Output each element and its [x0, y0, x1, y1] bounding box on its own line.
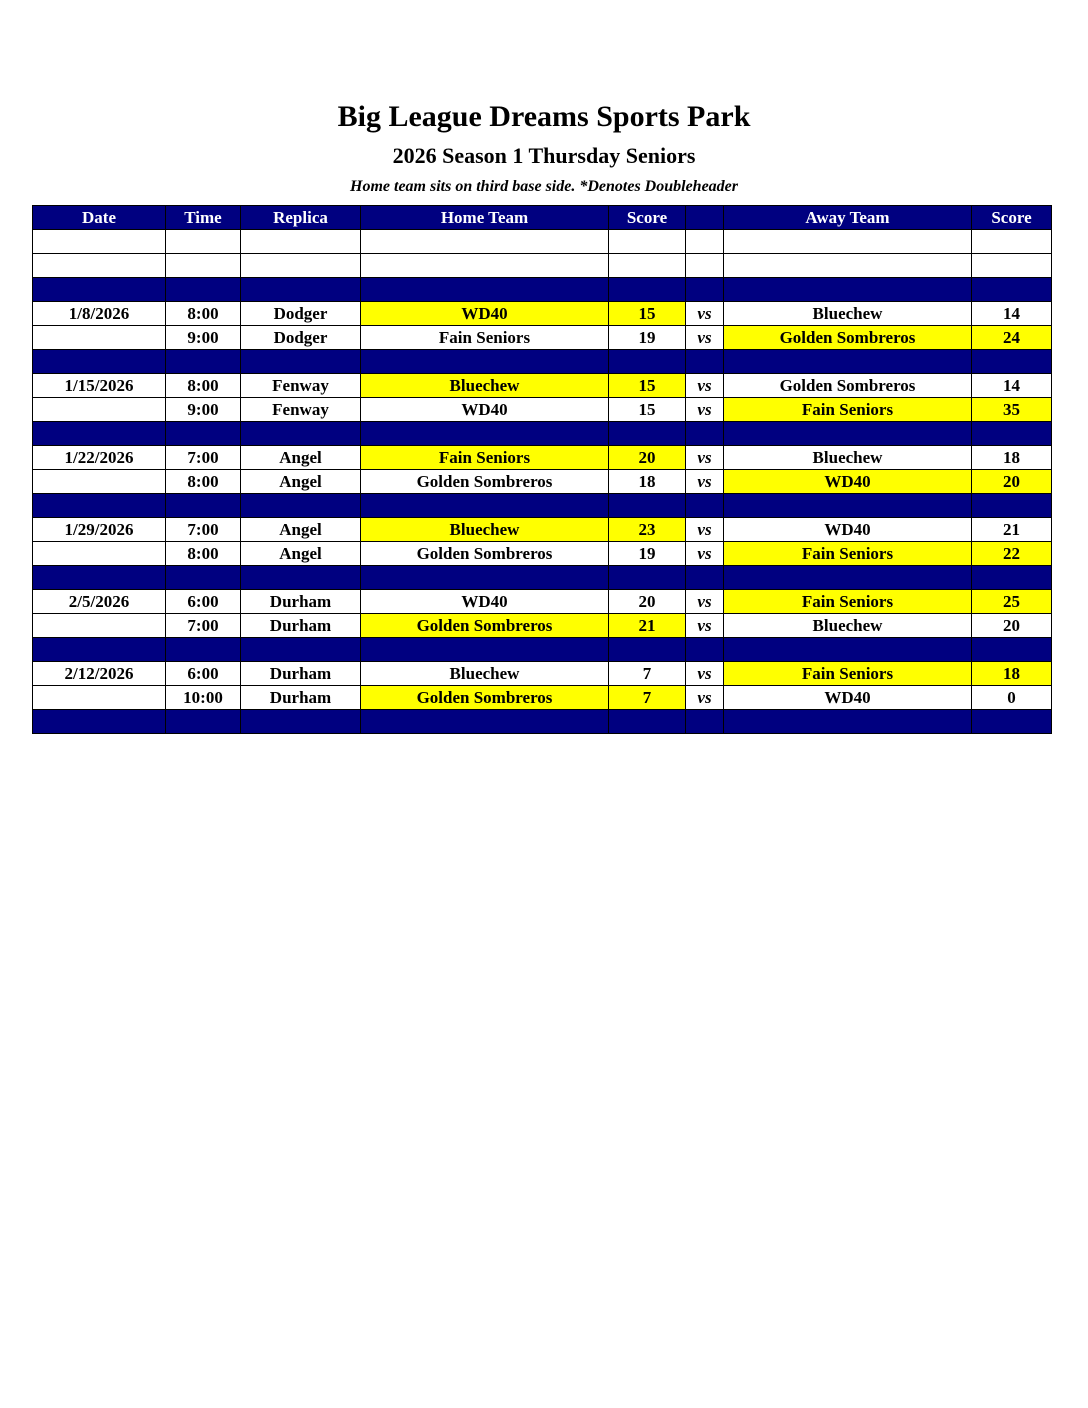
home-team-cell: Bluechew	[361, 518, 609, 542]
replica-cell: Durham	[241, 686, 361, 710]
date-cell	[33, 686, 166, 710]
time-cell: 8:00	[166, 374, 241, 398]
away-score-cell	[972, 230, 1052, 254]
away-team-cell: Golden Sombreros	[724, 374, 972, 398]
game-row	[33, 590, 1052, 614]
away-team-cell: Fain Seniors	[724, 542, 972, 566]
vs-cell	[686, 422, 724, 446]
game-row	[33, 542, 1052, 566]
away-score-cell: 20	[972, 614, 1052, 638]
vs-cell: vs	[686, 398, 724, 422]
away-score-cell: 20	[972, 470, 1052, 494]
vs-cell	[686, 638, 724, 662]
replica-cell: Angel	[241, 542, 361, 566]
vs-cell: vs	[686, 518, 724, 542]
date-cell	[33, 566, 166, 590]
away-team-cell	[724, 278, 972, 302]
separator-row	[33, 566, 1052, 590]
replica-cell	[241, 254, 361, 278]
game-row	[33, 518, 1052, 542]
date-cell	[33, 398, 166, 422]
away-score-cell	[972, 254, 1052, 278]
away-team-cell: Fain Seniors	[724, 590, 972, 614]
away-team-cell	[724, 710, 972, 734]
time-cell	[166, 494, 241, 518]
home-team-cell	[361, 254, 609, 278]
game-row	[33, 374, 1052, 398]
away-team-cell	[724, 494, 972, 518]
home-score-cell	[609, 254, 686, 278]
date-cell: 2/12/2026	[33, 662, 166, 686]
home-score-cell: 19	[609, 542, 686, 566]
date-cell	[33, 638, 166, 662]
game-row	[33, 302, 1052, 326]
replica-cell	[241, 422, 361, 446]
home-score-cell: 15	[609, 302, 686, 326]
date-cell	[33, 614, 166, 638]
time-cell	[166, 350, 241, 374]
away-team-cell: WD40	[724, 470, 972, 494]
date-cell	[33, 254, 166, 278]
col-header-home-team: Home Team	[361, 206, 609, 230]
separator-row	[33, 422, 1052, 446]
vs-cell: vs	[686, 662, 724, 686]
replica-cell: Fenway	[241, 374, 361, 398]
home-score-cell	[609, 278, 686, 302]
away-team-cell: Bluechew	[724, 302, 972, 326]
away-score-cell: 25	[972, 590, 1052, 614]
date-cell	[33, 494, 166, 518]
replica-cell	[241, 566, 361, 590]
home-team-cell: WD40	[361, 302, 609, 326]
date-cell	[33, 710, 166, 734]
replica-cell	[241, 278, 361, 302]
time-cell	[166, 230, 241, 254]
home-score-cell: 15	[609, 374, 686, 398]
replica-cell: Durham	[241, 662, 361, 686]
vs-cell: vs	[686, 446, 724, 470]
home-score-cell: 15	[609, 398, 686, 422]
col-header-date: Date	[33, 206, 166, 230]
time-cell: 7:00	[166, 614, 241, 638]
away-score-cell: 21	[972, 518, 1052, 542]
vs-cell	[686, 278, 724, 302]
col-header-away-team: Away Team	[724, 206, 972, 230]
vs-cell: vs	[686, 590, 724, 614]
away-team-cell: Bluechew	[724, 614, 972, 638]
game-row	[33, 662, 1052, 686]
home-score-cell: 21	[609, 614, 686, 638]
vs-cell	[686, 350, 724, 374]
time-cell: 6:00	[166, 590, 241, 614]
away-score-cell	[972, 566, 1052, 590]
vs-cell: vs	[686, 302, 724, 326]
away-team-cell	[724, 638, 972, 662]
schedule-table	[32, 205, 1052, 734]
separator-row	[33, 350, 1052, 374]
time-cell: 7:00	[166, 446, 241, 470]
game-row	[33, 446, 1052, 470]
vs-cell	[686, 710, 724, 734]
replica-cell: Angel	[241, 470, 361, 494]
date-cell	[33, 350, 166, 374]
separator-row	[33, 638, 1052, 662]
vs-cell: vs	[686, 686, 724, 710]
home-team-cell	[361, 230, 609, 254]
away-team-cell	[724, 230, 972, 254]
time-cell	[166, 566, 241, 590]
home-team-cell	[361, 638, 609, 662]
time-cell	[166, 638, 241, 662]
home-team-cell: Golden Sombreros	[361, 614, 609, 638]
home-team-cell: Bluechew	[361, 374, 609, 398]
away-score-cell: 0	[972, 686, 1052, 710]
home-team-cell: Golden Sombreros	[361, 542, 609, 566]
home-score-cell	[609, 350, 686, 374]
game-row	[33, 326, 1052, 350]
col-header-time: Time	[166, 206, 241, 230]
replica-cell	[241, 638, 361, 662]
date-cell: 1/15/2026	[33, 374, 166, 398]
separator-row	[33, 494, 1052, 518]
away-score-cell	[972, 422, 1052, 446]
away-team-cell: Fain Seniors	[724, 398, 972, 422]
date-cell: 1/29/2026	[33, 518, 166, 542]
separator-row	[33, 278, 1052, 302]
replica-cell: Durham	[241, 614, 361, 638]
date-cell: 1/22/2026	[33, 446, 166, 470]
home-team-cell: Bluechew	[361, 662, 609, 686]
away-score-cell	[972, 494, 1052, 518]
time-cell: 7:00	[166, 518, 241, 542]
date-cell	[33, 422, 166, 446]
replica-cell: Angel	[241, 446, 361, 470]
col-header-vs	[686, 206, 724, 230]
away-team-cell: Fain Seniors	[724, 662, 972, 686]
away-score-cell: 18	[972, 446, 1052, 470]
time-cell: 10:00	[166, 686, 241, 710]
header-row	[33, 206, 1052, 230]
away-score-cell	[972, 278, 1052, 302]
home-score-cell	[609, 422, 686, 446]
home-score-cell: 7	[609, 662, 686, 686]
game-row	[33, 398, 1052, 422]
replica-cell: Durham	[241, 590, 361, 614]
vs-cell	[686, 230, 724, 254]
date-cell: 1/8/2026	[33, 302, 166, 326]
vs-cell: vs	[686, 374, 724, 398]
vs-cell	[686, 494, 724, 518]
time-cell: 9:00	[166, 326, 241, 350]
date-cell: 2/5/2026	[33, 590, 166, 614]
vs-cell: vs	[686, 542, 724, 566]
date-cell	[33, 230, 166, 254]
date-cell	[33, 470, 166, 494]
time-cell	[166, 710, 241, 734]
time-cell: 8:00	[166, 302, 241, 326]
home-score-cell: 23	[609, 518, 686, 542]
home-team-cell: Fain Seniors	[361, 446, 609, 470]
date-cell	[33, 326, 166, 350]
time-cell	[166, 254, 241, 278]
replica-cell	[241, 710, 361, 734]
away-score-cell: 18	[972, 662, 1052, 686]
home-score-cell: 19	[609, 326, 686, 350]
schedule-body	[33, 230, 1052, 734]
home-score-cell	[609, 638, 686, 662]
replica-cell: Dodger	[241, 326, 361, 350]
time-cell: 8:00	[166, 542, 241, 566]
away-team-cell	[724, 254, 972, 278]
schedule-note: Home team sits on third base side. *Denotes Doubleheader	[350, 178, 738, 195]
home-score-cell	[609, 710, 686, 734]
time-cell: 8:00	[166, 470, 241, 494]
away-team-cell: WD40	[724, 518, 972, 542]
home-team-cell	[361, 710, 609, 734]
blank-row	[33, 254, 1052, 278]
home-team-cell: Golden Sombreros	[361, 686, 609, 710]
page-title: Big League Dreams Sports Park	[337, 100, 751, 133]
vs-cell: vs	[686, 326, 724, 350]
away-score-cell	[972, 350, 1052, 374]
vs-cell	[686, 254, 724, 278]
away-team-cell	[724, 350, 972, 374]
date-cell	[33, 542, 166, 566]
date-cell	[33, 278, 166, 302]
game-row	[33, 686, 1052, 710]
time-cell	[166, 422, 241, 446]
away-score-cell	[972, 638, 1052, 662]
away-score-cell: 24	[972, 326, 1052, 350]
replica-cell: Fenway	[241, 398, 361, 422]
home-team-cell	[361, 278, 609, 302]
away-score-cell: 14	[972, 374, 1052, 398]
home-team-cell	[361, 566, 609, 590]
col-header-home-score: Score	[609, 206, 686, 230]
game-row	[33, 470, 1052, 494]
vs-cell	[686, 566, 724, 590]
home-score-cell: 7	[609, 686, 686, 710]
home-score-cell	[609, 566, 686, 590]
home-team-cell: WD40	[361, 398, 609, 422]
home-score-cell	[609, 494, 686, 518]
home-team-cell: Fain Seniors	[361, 326, 609, 350]
home-team-cell	[361, 350, 609, 374]
replica-cell: Dodger	[241, 302, 361, 326]
away-team-cell: Bluechew	[724, 446, 972, 470]
away-score-cell: 14	[972, 302, 1052, 326]
replica-cell: Angel	[241, 518, 361, 542]
replica-cell	[241, 350, 361, 374]
away-team-cell	[724, 566, 972, 590]
away-score-cell: 35	[972, 398, 1052, 422]
col-header-replica: Replica	[241, 206, 361, 230]
replica-cell	[241, 494, 361, 518]
time-cell: 6:00	[166, 662, 241, 686]
home-team-cell: Golden Sombreros	[361, 470, 609, 494]
away-score-cell: 22	[972, 542, 1052, 566]
game-row	[33, 614, 1052, 638]
home-score-cell	[609, 230, 686, 254]
separator-row	[33, 710, 1052, 734]
away-score-cell	[972, 710, 1052, 734]
home-score-cell: 20	[609, 590, 686, 614]
away-team-cell: WD40	[724, 686, 972, 710]
home-team-cell	[361, 422, 609, 446]
home-score-cell: 20	[609, 446, 686, 470]
vs-cell: vs	[686, 470, 724, 494]
blank-row	[33, 230, 1052, 254]
col-header-away-score: Score	[972, 206, 1052, 230]
home-team-cell	[361, 494, 609, 518]
replica-cell	[241, 230, 361, 254]
away-team-cell: Golden Sombreros	[724, 326, 972, 350]
page-subtitle: 2026 Season 1 Thursday Seniors	[392, 143, 696, 168]
home-team-cell: WD40	[361, 590, 609, 614]
time-cell: 9:00	[166, 398, 241, 422]
vs-cell: vs	[686, 614, 724, 638]
home-score-cell: 18	[609, 470, 686, 494]
away-team-cell	[724, 422, 972, 446]
time-cell	[166, 278, 241, 302]
